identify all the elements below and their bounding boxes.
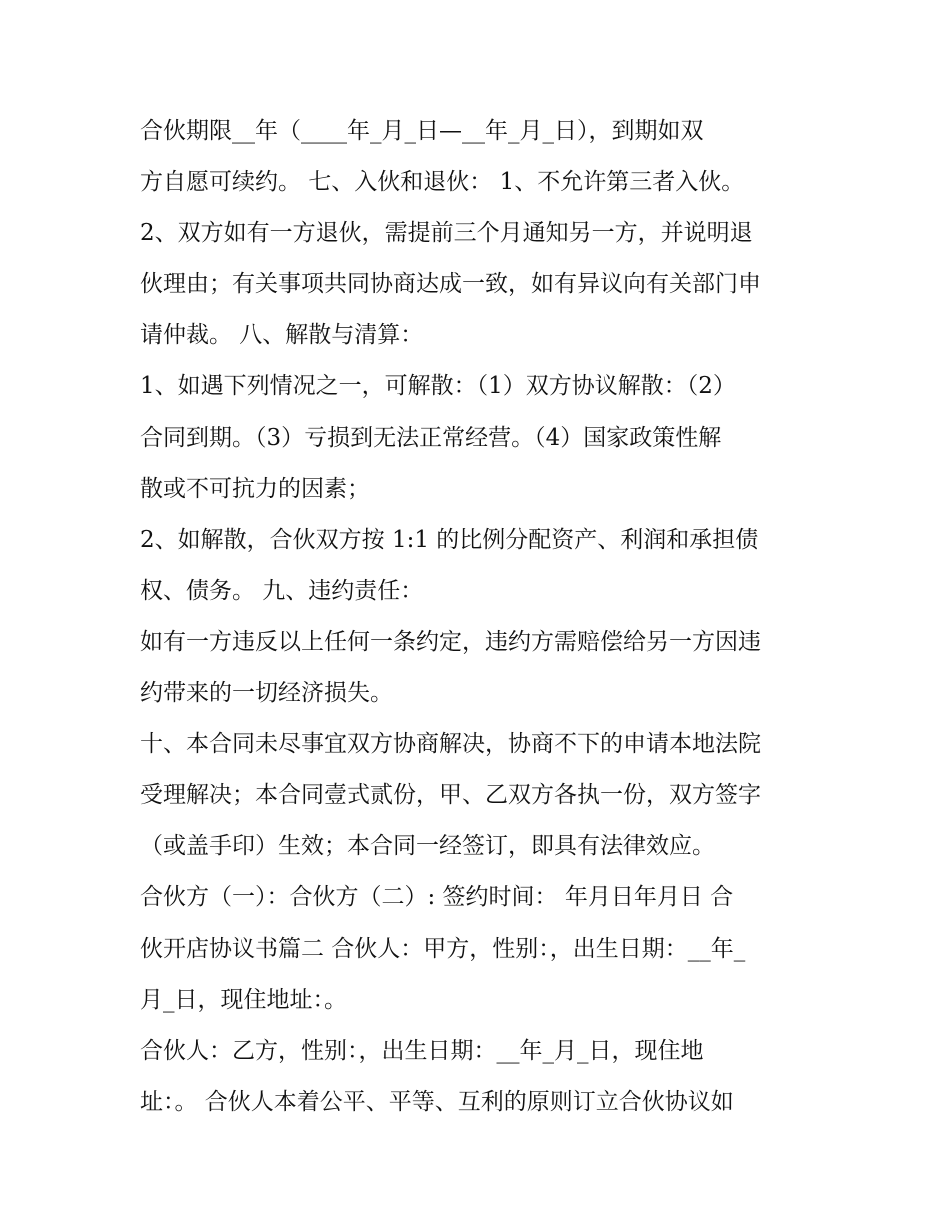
text-line: 散或不可抗力的因素； bbox=[140, 475, 370, 502]
text-line: 伙理由；有关事项共同协商达成一致，如有异议向有关部门申 bbox=[140, 271, 761, 298]
text-line: 请仲裁。 八、解散与清算： bbox=[140, 322, 424, 349]
text-line: 方自愿可续约。 七、入伙和退伙： 1、不允许第三者入伙。 bbox=[140, 169, 745, 196]
text-line: 受理解决；本合同壹式贰份，甲、乙双方各执一份，双方签字 bbox=[140, 782, 761, 809]
text-line: 如有一方违反以上任何一条约定，违约方需赔偿给另一方因违 bbox=[140, 628, 761, 655]
text-line: 1、如遇下列情况之一，可解散：（1）双方协议解散：（2） bbox=[140, 373, 736, 400]
text-line: 合伙期限__年（____年_月_日—__年_月_日），到期如双 bbox=[140, 118, 704, 144]
text-line: 合伙人：乙方，性别：，出生日期：__年_月_日，现住地 bbox=[140, 1037, 704, 1064]
text-line: 合同到期。（3）亏损到无法正常经营。（4）国家政策性解 bbox=[140, 424, 722, 451]
text-line: 2、双方如有一方退伙，需提前三个月通知另一方，并说明退 bbox=[140, 220, 753, 247]
text-line: 2、如解散，合伙双方按 1:1 的比例分配资产、利润和承担债 bbox=[140, 526, 759, 553]
text-line: （或盖手印）生效；本合同一经签订，即具有法律效应。 bbox=[140, 833, 715, 860]
document-body bbox=[140, 106, 830, 1128]
text-line: 权、债务。 九、违约责任： bbox=[140, 577, 424, 604]
text-line: 伙开店协议书篇二 合伙人：甲方，性别：，出生日期：__年_ bbox=[140, 935, 746, 962]
text-line: 合伙方（一）：合伙方（二）: 签约时间： 年月日年月日 合 bbox=[140, 884, 734, 911]
text-line: 约带来的一切经济损失。 bbox=[140, 680, 393, 707]
text-line: 址：。 合伙人本着公平、平等、互利的原则订立合伙协议如 bbox=[140, 1088, 734, 1115]
text-line: 十、本合同未尽事宜双方协商解决，协商不下的申请本地法院 bbox=[140, 731, 761, 758]
text-line: 月_日，现住地址：。 bbox=[140, 986, 347, 1013]
